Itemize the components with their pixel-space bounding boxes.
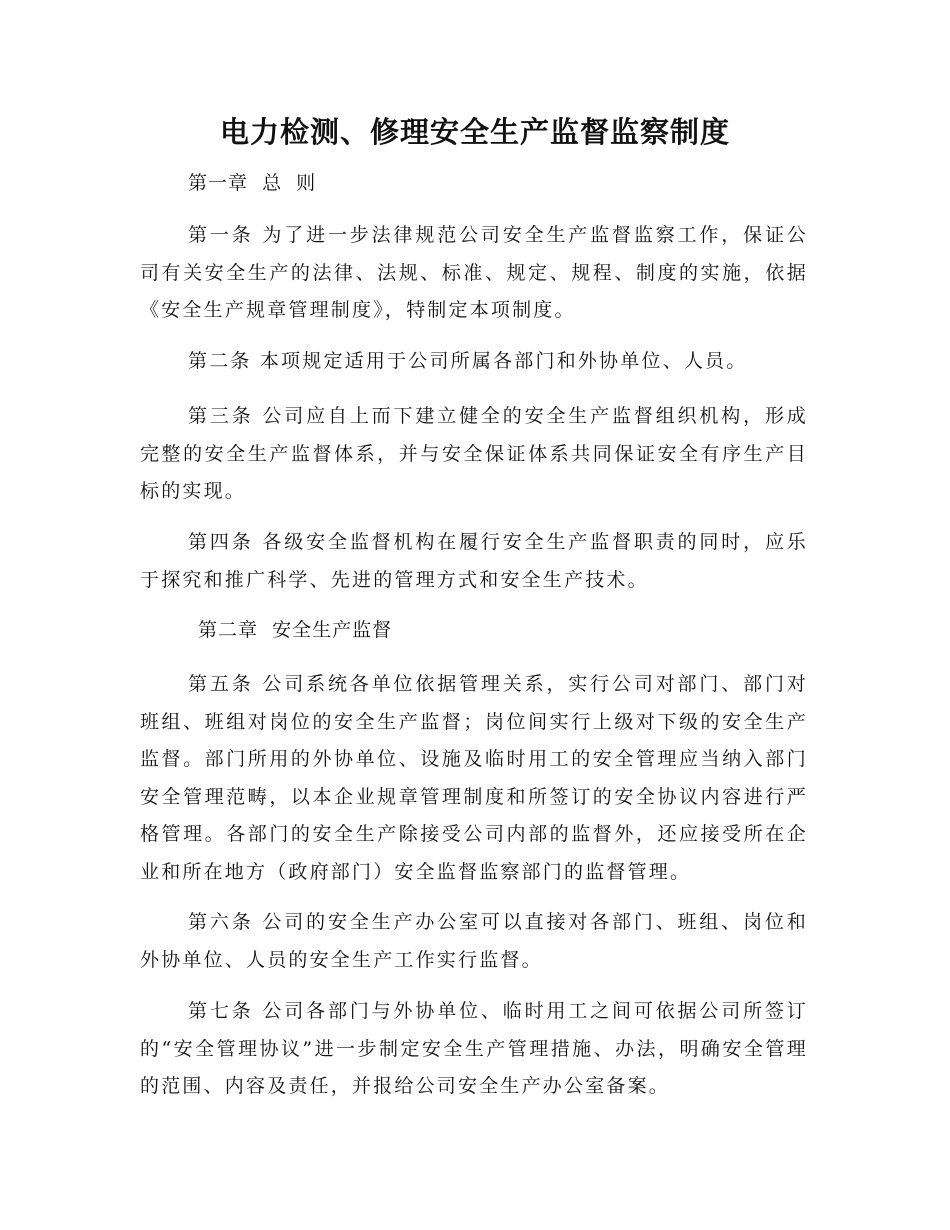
article-2: 第二条 本项规定适用于公司所属各部门和外协单位、人员。 <box>188 350 748 372</box>
chapter-1-heading: 第一章 总 则 <box>188 172 317 194</box>
article-5: 第五条 公司系统各单位依据管理关系，实行公司对部门、部门对班组、班组对岗位的安全生产监督；岗位间实行上级对下级的安全生产监督。部门所用的外协单位、设施及临时用工的安全管理应当纳入部门安全管理范畴，以本企业规章管理制度和所签订的安全协议内容进行严格管理。各部门的安全生产除接受公司内部的监督外，还应接受所在企业和所在地方（政府部门）安全监督监察部门的监督管理。 <box>140 673 808 883</box>
article-4: 第四条 各级安全监督机构在履行安全生产监督职责的同时，应乐于探究和推广科学、先进的管理方式和安全生产技术。 <box>140 531 808 591</box>
article-7: 第七条 公司各部门与外协单位、临时用工之间可依据公司所签订的“安全管理协议”进一步制定安全生产管理措施、办法，明确安全管理的范围、内容及责任，并报给公司安全生产办公室备案。 <box>140 1000 808 1097</box>
chapter-2-heading: 第二章 安全生产监督 <box>198 619 393 641</box>
article-3: 第三条 公司应自上而下建立健全的安全生产监督组织机构，形成完整的安全生产监督体系，并与安全保证体系共同保证安全有序生产目标的实现。 <box>140 405 808 502</box>
article-6: 第六条 公司的安全生产办公室可以直接对各部门、班组、岗位和外协单位、人员的安全生产工作实行监督。 <box>140 911 808 971</box>
document-title: 电力检测、修理安全生产监督监察制度 <box>219 115 730 149</box>
article-1: 第一条 为了进一步法律规范公司安全生产监督监察工作，保证公司有关安全生产的法律、法规、标准、规定、规程、制度的实施，依据《安全生产规章管理制度》，特制定本项制度。 <box>140 224 808 321</box>
